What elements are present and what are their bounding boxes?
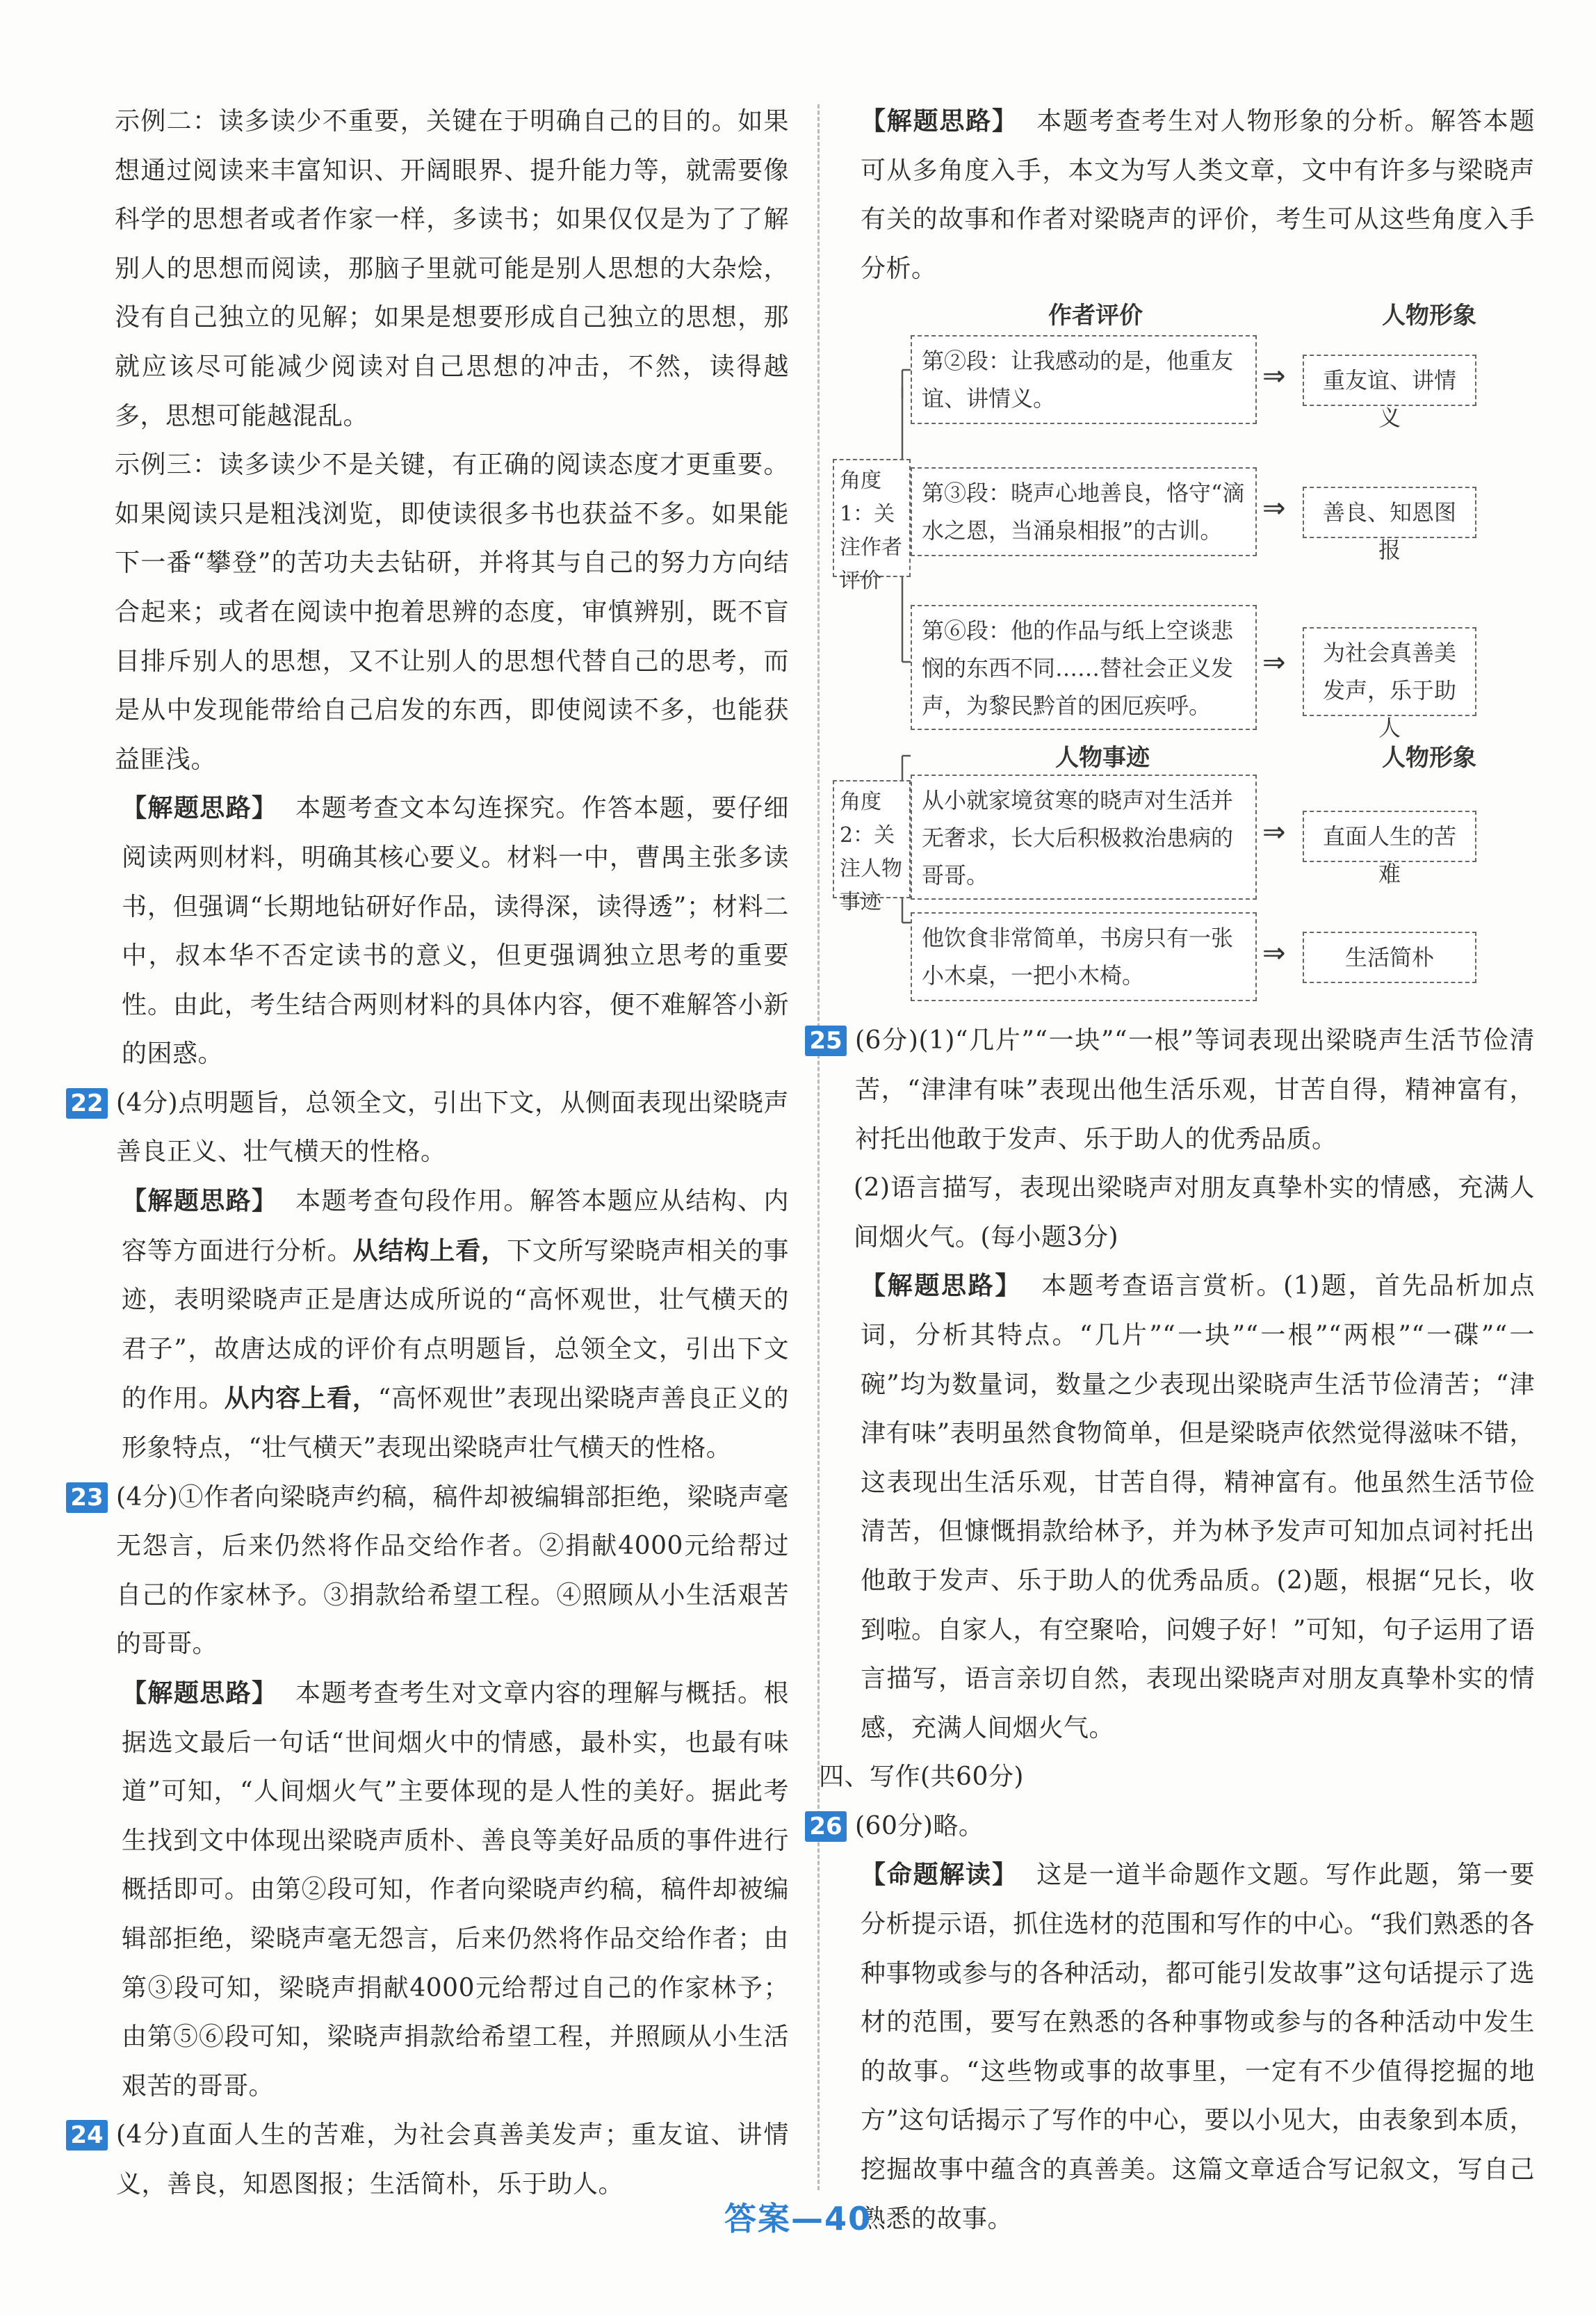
example-two: 示例二：读多读少不重要，关键在于明确自己的目的。如果想通过阅读来丰富知识、开阔眼界、提升能力等，就需要像科学的思想者或者作家一样，多读书；如果仅仅是为了了解别人的思想而阅读，那脑子里就可能是别人思想的大杂烩，没有自己独立的见解；如果是想要形成自己独立的思想，那就应该尽可能减少阅读对自己思想的冲击，不然，读得越多，思想可能越混乱。	[115, 107, 789, 430]
question-number-badge: 23	[66, 1482, 108, 1513]
question-22	[70, 1079, 789, 1177]
character-image-box: 直面人生的苦难	[1303, 811, 1476, 862]
analysis-tag: 【解题思路】	[861, 107, 1018, 136]
page-footer: 答案—40	[724, 2200, 872, 2237]
header-character-image: 人物形象	[1382, 302, 1476, 330]
analysis-text: 这是一道半命题作文题。写作此题，第一要分析提示语，抓住选材的范围和写作的中心。“我们熟悉的各种事物或参与的各种活动，都可能引发故事”这句话提示了选材的范围，要写在熟悉的各种事物或参与的各种活动中发生的故事。“这些物或事的故事里，一定有不少值得挖掘的地方”这句话揭示了写作的中心，要以小见大，由表象到本质，挖掘故事中蕴含的真善美。这篇文章适合写记叙文，写自己熟悉的故事。	[861, 1861, 1535, 2233]
character-image-box: 生活简朴	[1303, 932, 1476, 983]
question-26	[809, 1802, 1535, 1852]
header-character-image: 人物形象	[1382, 744, 1476, 772]
question-number-badge: 25	[805, 1026, 847, 1056]
analysis-25	[854, 1262, 1535, 1753]
section-writing-heading: 四、写作(共60分)	[819, 1763, 1024, 1792]
deed-box: 他饮食非常简单，书房只有一张小木桌，一把小木椅。	[911, 912, 1257, 1001]
question-number-badge: 22	[66, 1088, 108, 1119]
analysis-emphasis: 从结构上看，	[352, 1236, 507, 1265]
analysis-tag: 【解题思路】	[861, 1272, 1022, 1301]
analysis-tag: 【解题思路】	[122, 1187, 278, 1216]
analysis-text: 本题考查考生对文章内容的理解与概括。根据选文最后一句话“世间烟火中的情感，最朴实，也最有味道”可知，“人间烟火气”主要体现的是人性的美好。据此考生找到文中体现出梁晓声质朴、善良等美好品质的事件进行概括即可。由第②段可知，作者向梁晓声约稿，稿件却被编辑部拒绝，梁晓声毫无怨言，后来仍然将作品交给作者；由第③段可知，梁晓声捐献4000元给帮过自己的作家林予；由第⑤⑥段可知，梁晓声捐款给希望工程，并照顾从小生活艰苦的哥哥。	[122, 1679, 789, 2100]
deed-box: 从小就家境贫寒的晓声对生活并无奢求，长大后积极救治患病的哥哥。	[911, 775, 1257, 900]
analysis-tag: 【解题思路】	[122, 1679, 278, 1708]
evaluation-box: 第③段：晓声心地善良，恪守“滴水之恩，当涌泉相报”的古训。	[911, 467, 1257, 556]
question-23	[70, 1473, 789, 1669]
arrow-icon: ⇒	[1262, 816, 1286, 849]
character-image-box: 善良、知恩图报	[1303, 487, 1476, 538]
question-25	[809, 1017, 1535, 1164]
angle-character-deeds: 角度2：关注人物事迹	[833, 780, 911, 898]
answer-25-part1: (6分)(1)“几片”“一块”“一根”等词表现出梁晓声生活节俭清苦，“津津有味”表现出他生活乐观，甘苦自得，精神富有，衬托出他敢于发声、乐于助人的优秀品质。	[855, 1026, 1535, 1153]
example-three: 示例三：读多读少不是关键，有正确的阅读态度才更重要。如果阅读只是粗浅浏览，即使读很多书也获益不多。如果能下一番“攀登”的苦功夫去钻研，并将其与自己的努力方向结合起来；或者在阅读中抱着思辨的态度，审慎辨别，既不盲目排斥别人的思想，又不让别人的思想代替自己的思考，而是从中发现能带给自己启发的东西，即使阅读不多，也能获益匪浅。	[115, 451, 789, 774]
analysis-22	[115, 1177, 789, 1473]
analysis-23	[115, 1669, 789, 2111]
answer-25-part2: (2)语言描写，表现出梁晓声对朋友真挚朴实的情感，充满人间烟火气。(每小题3分)	[854, 1174, 1535, 1252]
analysis-text: 本题考查句段作用。解答本题应从结构、内容等方面进行分析。	[122, 1187, 789, 1265]
character-image-box: 为社会真善美发声，乐于助人	[1303, 627, 1476, 716]
answer-22: (4分)点明题旨，总领全文，引出下文，从侧面表现出梁晓声善良正义、壮气横天的性格。	[116, 1088, 789, 1167]
right-column	[809, 97, 1535, 2244]
analysis-text: 本题考查语言赏析。(1)题，首先品析加点词，分析其特点。“几片”“一块”“一根”“两根”“一碟”“一碗”均为数量词，数量之少表现出梁晓声生活节俭清苦；“津津有味”表明虽然食物简单，但是梁晓声依然觉得滋味不错，这表现出生活乐观，甘苦自得，精神富有。他虽然生活节俭清苦，但慷慨捐款给林予，并为林予发声可知加点词衬托出他敢于发声、乐于助人的优秀品质。(2)题，根据“兄长，收到啦。自家人，有空聚哈，问嫂子好！”可知，句子运用了语言描写，语言亲切自然，表现出梁晓声对朋友真挚朴实的情感，充满人间烟火气。	[861, 1272, 1535, 1742]
arrow-icon: ⇒	[1262, 492, 1286, 525]
header-character-deeds: 人物事迹	[1055, 744, 1150, 772]
answer-26: (60分)略。	[855, 1811, 984, 1840]
analysis-text: 本题考查考生对人物形象的分析。解答本题可从多角度入手，本文为写人类文章，文中有许多与梁晓声有关的故事和作者对梁晓声的评价，考生可从这些角度入手分析。	[861, 107, 1535, 283]
answer-24: (4分)直面人生的苦难，为社会真善美发声；重友谊、讲情义，善良，知恩图报；生活简朴，乐于助人。	[116, 2121, 789, 2198]
evaluation-box: 第⑥段：他的作品与纸上空谈悲悯的东西不同……替社会正义发声，为黎民黔首的困厄疾呼。	[911, 605, 1257, 730]
analysis-emphasis: 从内容上看，	[224, 1384, 378, 1414]
question-number-badge: 24	[66, 2120, 108, 2151]
left-column	[70, 97, 789, 2210]
analysis-text: 下文所写梁晓声相关的事迹，表明梁晓声正是唐达成所说的“高怀观世，壮气横天的君子”，故唐达成的评价有点明题旨，总领全文，引出下文的作用。	[122, 1236, 789, 1414]
analysis-26	[854, 1851, 1535, 2244]
answer-23: (4分)①作者向梁晓声约稿，稿件却被编辑部拒绝，梁晓声毫无怨言，后来仍然将作品交给作者。②捐献4000元给帮过自己的作家林予。③捐款给希望工程。④照顾从小生活艰苦的哥哥。	[116, 1482, 789, 1659]
analysis-24	[854, 97, 1535, 293]
character-analysis-diagram	[833, 293, 1528, 989]
arrow-icon: ⇒	[1262, 937, 1286, 970]
character-image-box: 重友谊、讲情义	[1303, 355, 1476, 406]
arrow-icon: ⇒	[1262, 360, 1286, 393]
analysis-text: 本题考查文本勾连探究。作答本题，要仔细阅读两则材料，明确其核心要义。材料一中，曹禺主张多读书，但强调“长期地钻研好作品，读得深，读得透”；材料二中，叔本华不否定读书的意义，但更强调独立思考的重要性。由此，考生结合两则材料的具体内容，便不难解答小新的困惑。	[122, 794, 789, 1069]
analysis-tag: 【解题思路】	[122, 794, 278, 823]
angle-author-evaluation: 角度1：关注作者评价	[833, 459, 911, 577]
arrow-icon: ⇒	[1262, 647, 1286, 679]
analysis-text: “高怀观世”表现出梁晓声善良正义的形象特点，“壮气横天”表现出梁晓声壮气横天的性格。	[122, 1384, 789, 1463]
analysis-tag: 【命题解读】	[861, 1861, 1018, 1890]
evaluation-box: 第②段：让我感动的是，他重友谊、讲情义。	[911, 335, 1257, 424]
header-author-evaluation: 作者评价	[1048, 302, 1143, 330]
question-number-badge: 26	[805, 1811, 847, 1842]
analysis-21	[115, 784, 789, 1079]
column-divider	[817, 104, 820, 2190]
